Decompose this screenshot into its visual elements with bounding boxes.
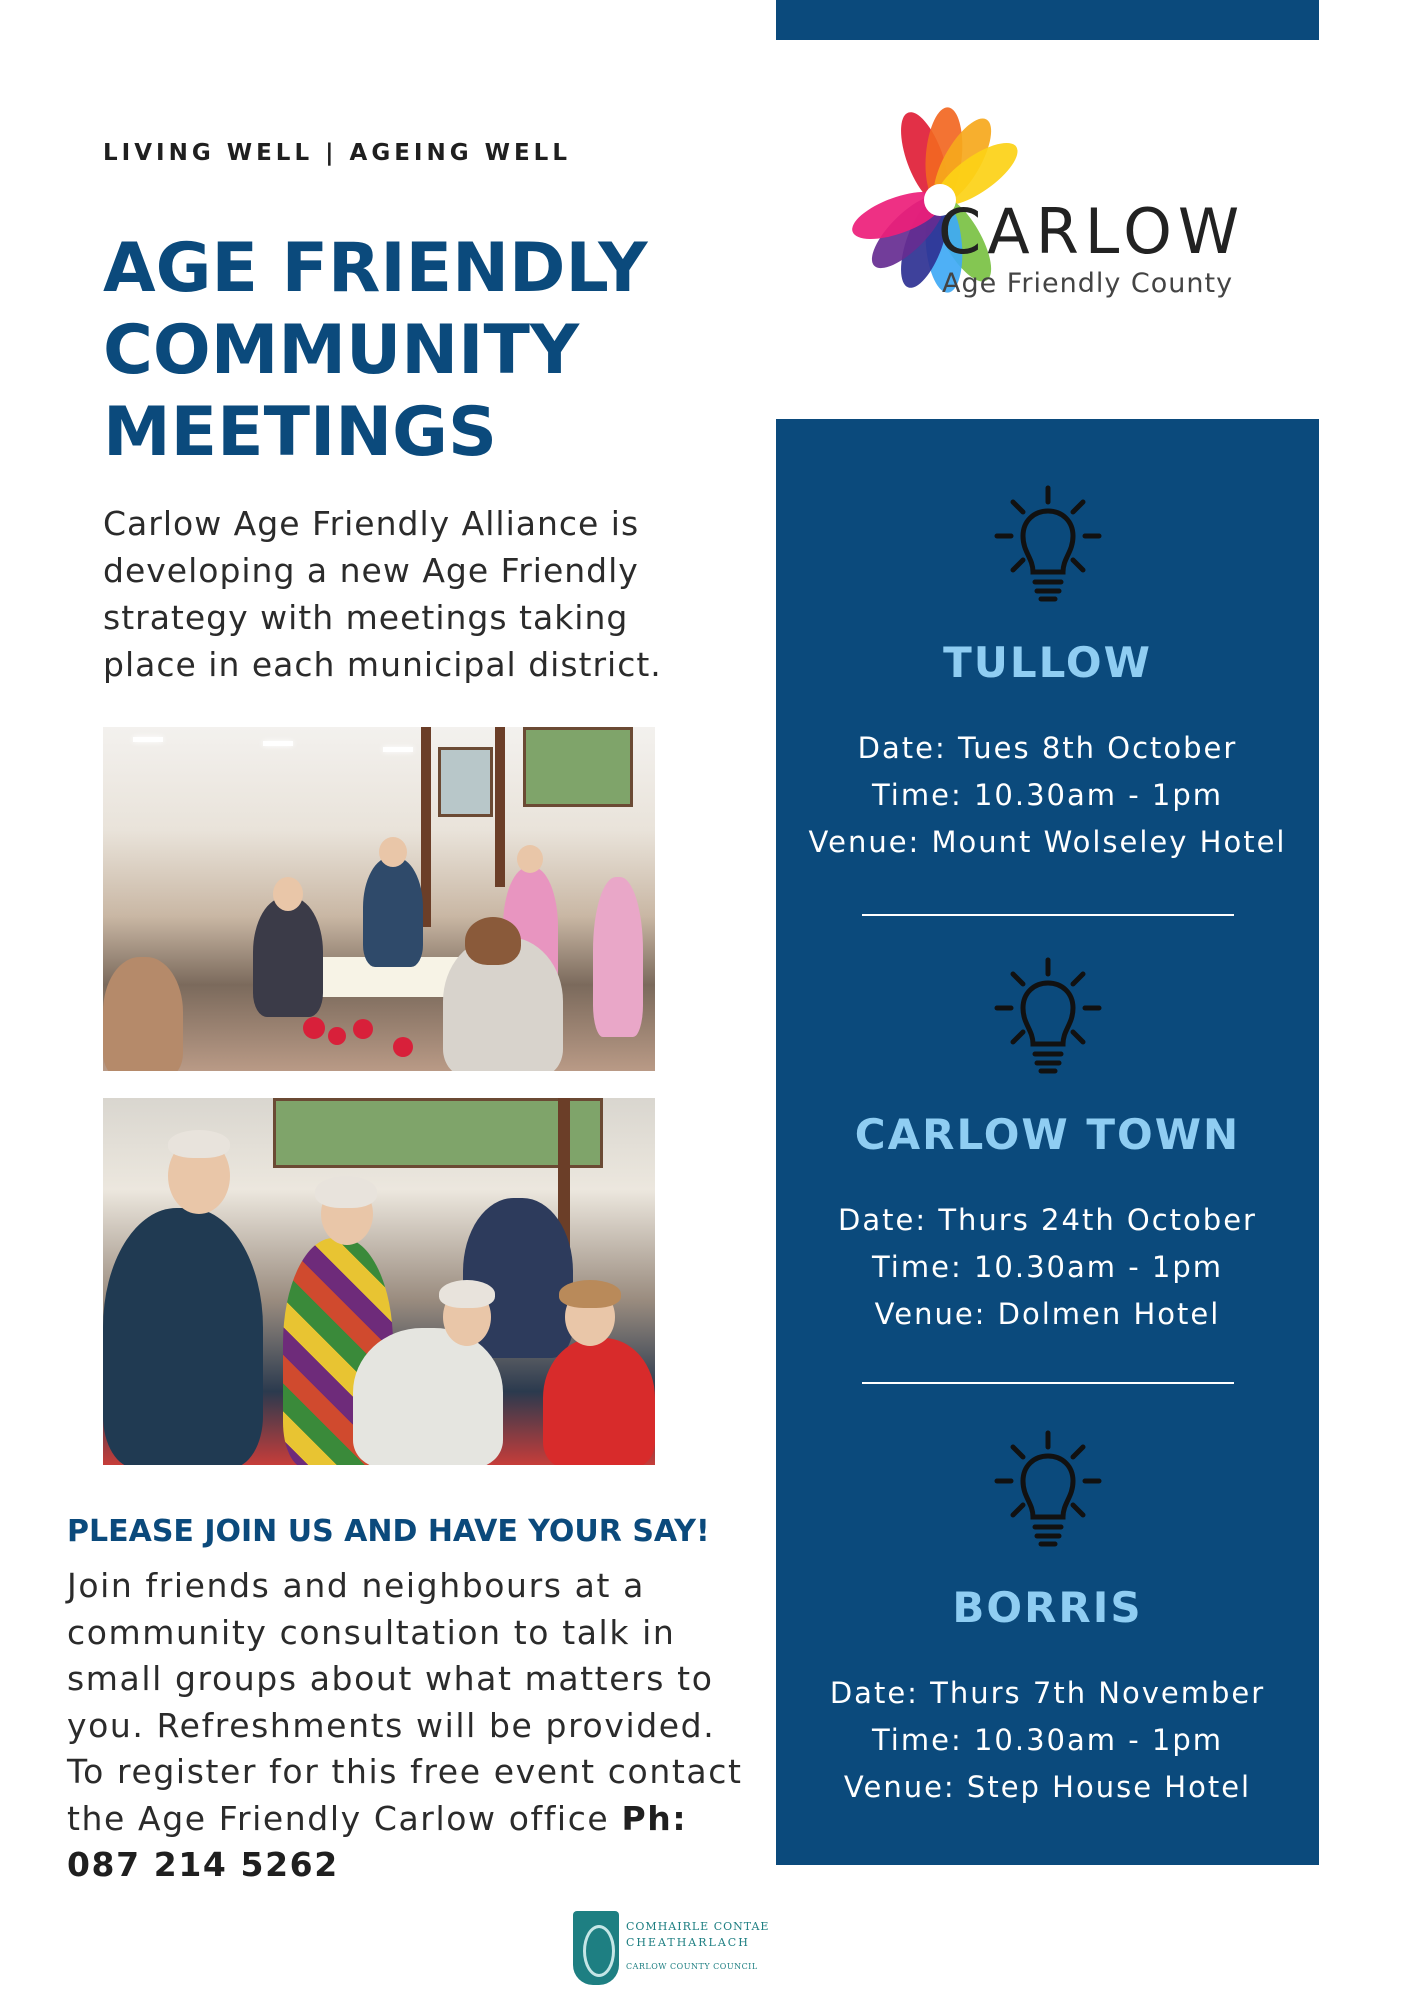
event-town: TULLOW: [943, 638, 1152, 687]
meeting-hall-photo: [103, 727, 655, 1071]
event-time: Time: 10.30am - 1pm: [871, 778, 1223, 812]
event-details: [776, 1670, 1319, 1811]
top-color-band: [776, 0, 1319, 40]
event-carlow-town: [776, 956, 1319, 1338]
phone-number: Ph: 087 214 5262: [67, 1798, 688, 1884]
lightbulb-icon: [993, 1429, 1103, 1549]
event-date: Date: Thurs 24th October: [838, 1203, 1257, 1237]
event-tullow: [776, 484, 1319, 866]
join-heading: PLEASE JOIN US AND HAVE YOUR SAY!: [67, 1514, 710, 1549]
logo-tagline: Age Friendly County: [942, 268, 1234, 299]
council-name-english: CARLOW COUNTY COUNCIL: [626, 1962, 758, 1971]
event-details: [776, 1197, 1319, 1338]
carlow-county-council-logo: [573, 1911, 770, 1987]
council-name-irish-1: COMHAIRLE CONTAE: [626, 1920, 770, 1933]
carlow-age-friendly-logo: [820, 80, 1270, 320]
event-time: Time: 10.30am - 1pm: [871, 1723, 1223, 1757]
event-venue: Venue: Mount Wolseley Hotel: [808, 825, 1287, 859]
join-body-text: Join friends and neighbours at a community consultation to talk in small groups about what matters to you. Refreshments will be provided. To register for this free event contact the Age Friendly Carlow office: [67, 1566, 743, 1838]
event-divider: [862, 1382, 1234, 1384]
intro-paragraph: Carlow Age Friendly Alliance is developing a new Age Friendly strategy with meetings taking place in each municipal district.: [103, 504, 662, 684]
event-time: Time: 10.30am - 1pm: [871, 1250, 1223, 1284]
kicker-text: LIVING WELL | AGEING WELL: [103, 140, 571, 166]
event-details: [776, 725, 1319, 866]
council-crest-icon: [573, 1911, 619, 1985]
lightbulb-icon: [993, 484, 1103, 604]
events-panel: [776, 419, 1319, 1865]
event-borris: [776, 1429, 1319, 1811]
join-paragraph: [67, 1563, 747, 1889]
council-name-irish-2: CHEATHARLACH: [626, 1936, 750, 1949]
event-venue: Venue: Dolmen Hotel: [874, 1297, 1221, 1331]
title-line-3: MEETINGS: [103, 393, 497, 472]
event-venue: Venue: Step House Hotel: [843, 1770, 1252, 1804]
lightbulb-icon: [993, 956, 1103, 1076]
event-divider: [862, 914, 1234, 916]
title-line-1: AGE FRIENDLY: [103, 229, 648, 308]
logo-wordmark: CARLOW: [938, 195, 1246, 268]
page-title: [103, 228, 703, 474]
event-town: BORRIS: [952, 1583, 1143, 1632]
title-line-2: COMMUNITY: [103, 311, 580, 390]
event-date: Date: Thurs 7th November: [829, 1676, 1266, 1710]
attendees-group-photo: [103, 1098, 655, 1465]
event-town: CARLOW TOWN: [854, 1110, 1241, 1159]
event-date: Date: Tues 8th October: [857, 731, 1238, 765]
